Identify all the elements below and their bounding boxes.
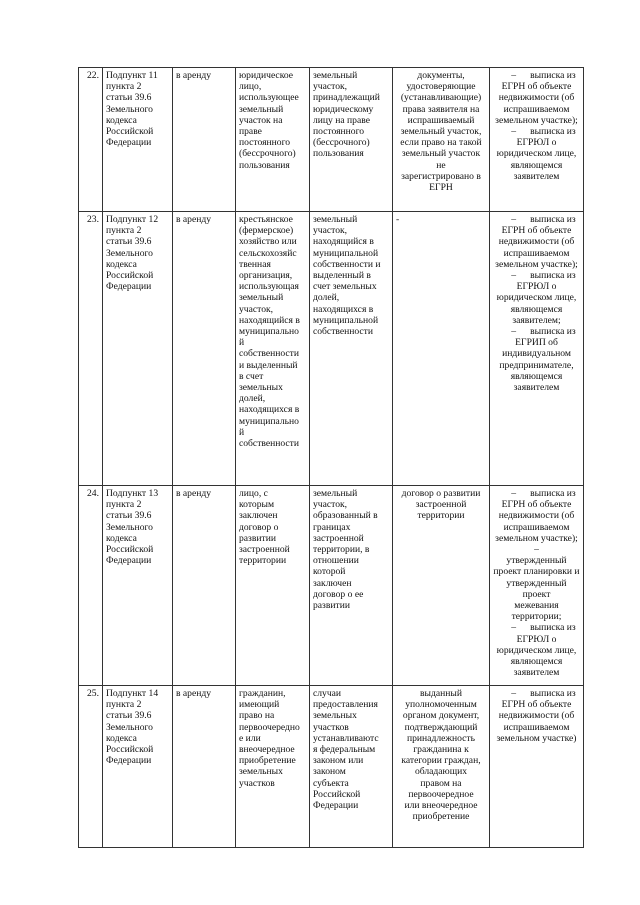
cell-line: предпринимателе, [499,359,574,371]
list-dash: – [511,70,517,81]
cell-line: отношении [313,555,359,567]
cell-line: юридическому [313,103,374,115]
cell-line: территории [417,510,465,522]
cell-line: внеочередное [239,744,295,756]
document-item [493,126,580,182]
cell-line: проект планировки и [493,566,580,578]
cell-line: обладающих [414,766,468,778]
cell-line: организация, [239,270,293,282]
provision-type-cell: в аренду [173,486,236,686]
cell-line: застроенной [415,499,467,511]
cell-line: развитии [239,532,276,544]
applicant-cell [236,486,310,686]
cell-line: собственности и [313,258,381,270]
cell-line [493,688,580,699]
cell-line [493,214,580,225]
cell-line: земельный участок [401,148,481,160]
document-item [493,270,580,326]
cell-line: территории, в [313,544,370,556]
cell-line: выделенный в [313,270,371,282]
cell-line: испрашиваемом [503,103,570,115]
cell-line: индивидуальном [502,348,571,360]
cell-line: правом на [420,777,462,789]
cell-line: земельный [313,70,358,81]
cell-line: испрашиваемый [407,114,475,126]
cell-line: земельных [239,766,283,778]
provision-type-cell: в аренду [173,686,236,848]
row-number: 22. [79,68,103,212]
cell-line: - [396,214,400,225]
document-item [493,622,580,678]
cell-line: земельном участке) [496,732,577,744]
cell-line: Российской [106,126,154,138]
cell-line: которым [239,499,275,511]
document-item [493,326,580,393]
cell-line: лицо, с [239,488,268,499]
cell-line: земельный [313,488,358,499]
cell-line: статьи 39.6 [106,710,152,722]
cell-line: участок, [239,303,274,315]
requested-documents-cell [490,486,584,686]
cell-line: заявителем [513,382,560,394]
cell-line: участков [239,777,275,789]
cell-text: выписка из [530,488,576,499]
cell-line: испрашиваемом [503,521,570,533]
cell-line: земельных [313,710,357,722]
requested-documents-cell [490,212,584,486]
cell-line: в счет [239,370,264,382]
cell-line: Российской [313,788,361,800]
supporting-documents-cell [393,686,490,848]
legal-basis-cell [103,68,173,212]
cell-line: предоставления [313,699,378,711]
cell-line: участок, [313,499,348,511]
cell-line: юридическом лице, [496,148,577,160]
cell-line: ЕГРЮЛ о [516,281,557,293]
document-page [78,67,583,848]
list-dash: – [511,214,517,225]
cell-line: крестьянское [239,214,293,225]
cell-line: статьи 39.6 [106,510,152,522]
cell-line: если право на такой [400,137,482,149]
list-dash: – [534,544,539,556]
supporting-documents-cell [393,486,490,686]
cell-line: заявителем [513,170,560,182]
cell-line: участков [313,721,349,733]
cell-text: утвержденный [506,555,567,567]
cell-line: которой [313,566,346,578]
cell-line: заключен [239,510,278,522]
cell-line: приобретение [239,755,296,767]
cell-line: Федерации [313,800,359,812]
cell-line: (устанавливающие) [400,92,482,104]
cell-line: недвижимости (об [498,92,575,104]
cell-line: межевания [514,600,559,612]
cell-line: находящийся в [239,314,300,326]
cell-line: земельном участке); [495,258,578,270]
cell-line: устанавливаютс [313,732,379,744]
cell-line: субъекта [313,777,349,789]
cell-line: муниципальной [313,247,379,259]
cell-line: (бессрочного) [313,137,370,149]
cell-line: ЕГРН об объекте [501,699,572,711]
cell-line: недвижимости (об [498,236,575,248]
supporting-documents-cell [393,68,490,212]
cell-line: сельскохозяйс [239,247,297,259]
legal-basis-cell [103,486,173,686]
cell-line: заключен [313,577,352,589]
list-dash: – [511,270,517,282]
cell-line: ЕГРН об объекте [501,499,572,511]
document-item [493,688,580,744]
cell-line: пункта 2 [106,499,142,511]
cell-line: заявителем [513,667,560,679]
land-plot-cell [310,68,393,212]
cell-line: Подпункт 12 [106,214,159,225]
cell-line: право на [239,710,275,722]
cell-line: являющемся [510,656,563,668]
cell-line: я федеральным [313,744,376,756]
land-plot-cell [310,212,393,486]
cell-line: находящийся в [313,236,374,248]
cell-line: удостоверяющие [406,81,476,93]
cell-line: земельный участок, [400,126,482,138]
cell-line: (бессрочного) [239,148,296,160]
cell-text: выписка из [530,688,576,699]
cell-line: принадлежность [406,732,475,744]
cell-line: постоянного [313,126,365,138]
cell-line: Земельного [106,521,153,533]
cell-line: статьи 39.6 [106,236,152,248]
cell-line: законом [313,766,346,778]
cell-line: муниципально [239,415,299,427]
cell-line: застроенной [239,544,290,556]
cell-text: выписка из [530,326,576,338]
cell-line: выданный [420,688,462,699]
applicant-cell [236,68,310,212]
requested-documents-cell [490,68,584,212]
cell-line: ЕГРН [429,182,453,194]
cell-line: счет земельных [313,281,377,293]
cell-line: зарегистрировано в [401,170,481,182]
cell-line: документы, [417,70,465,81]
cell-line: (фермерское) [239,225,294,237]
cell-line: твенная [239,258,271,270]
cell-line: муниципальной [313,314,379,326]
cell-line: или внеочередное [404,800,478,812]
cell-line: Подпункт 13 [106,488,159,499]
cell-line: пользования [239,159,290,171]
cell-line: юридическое [239,70,294,81]
row-number: 25. [79,686,103,848]
list-dash: – [511,488,517,499]
cell-line: юридическом лице, [496,292,577,304]
cell-line: территории; [511,611,562,623]
cell-line: постоянного [239,137,291,149]
cell-line: й [239,426,245,438]
cell-text: выписка из [530,214,576,225]
cell-line: участок на [239,114,283,126]
cell-line: пункта 2 [106,225,142,237]
cell-line: пункта 2 [106,81,142,93]
cell-line [493,622,580,633]
cell-line: кодекса [106,732,137,744]
cell-line: долей, [313,292,340,304]
cell-line: участок, [313,81,348,93]
cell-line: муниципально [239,326,299,338]
cell-line: земельном участке); [495,114,578,126]
document-item [493,488,580,544]
cell-line: утвержденный проект [506,577,567,600]
cell-line: подтверждающий [404,721,478,733]
cell-line: долей, [239,393,266,405]
cell-text: выписка из [530,622,576,634]
list-dash: – [511,688,517,699]
cell-line: договор о ее [313,588,364,600]
cell-line: гражданин, [239,688,286,699]
cell-line: ЕГРЮЛ о [516,633,557,645]
cell-line: застроенной [313,532,364,544]
applicant-cell [236,212,310,486]
cell-line: находящихся в [313,303,374,315]
document-item [493,544,580,622]
cell-line: Федерации [106,137,152,149]
cell-line: пункта 2 [106,699,142,711]
cell-line [493,326,580,337]
table-row [79,212,584,486]
cell-line: праве [239,126,262,138]
supporting-documents-cell [393,212,490,486]
cell-line [493,270,580,281]
cell-line: Федерации [106,755,152,767]
list-dash: – [511,622,517,634]
cell-line: собственности [239,438,300,450]
land-plot-cell [310,686,393,848]
cell-line: испрашиваемом [503,247,570,259]
cell-line: ЕГРЮЛ о [516,137,557,149]
cell-line: собственности [239,348,300,360]
cell-line: ЕГРН об объекте [501,225,572,237]
cell-line: Подпункт 14 [106,688,159,699]
document-item [493,214,580,270]
cell-line: заявителем; [512,314,561,326]
cell-line: использующая [239,281,299,293]
cell-line: земельный [239,292,284,304]
cell-text: выписка из [530,70,576,81]
cell-line: Земельного [106,103,153,115]
cell-line: земельный [313,214,358,225]
cell-line: Земельного [106,721,153,733]
cell-line: кодекса [106,532,137,544]
cell-line [493,488,580,499]
cell-line [493,126,580,137]
land-plot-cell [310,486,393,686]
requested-documents-cell [490,686,584,848]
cell-line: являющемся [510,303,563,315]
row-number: 23. [79,212,103,486]
applicant-cell [236,686,310,848]
cell-line: статьи 39.6 [106,92,152,104]
cell-line: случаи [313,688,342,699]
cell-line [493,544,580,566]
cell-line: Подпункт 11 [106,70,158,81]
document-item [493,70,580,126]
provision-type-cell: в аренду [173,212,236,486]
cell-line: развитии [313,600,350,612]
cell-line: приобретение [412,811,470,823]
cell-line: Российской [106,744,154,756]
cell-line: недвижимости (об [498,710,575,722]
cell-line: земельном участке); [495,532,578,544]
cell-line: кодекса [106,114,137,126]
cell-line: пользования [313,148,364,160]
cell-line: гражданина к [413,744,469,756]
cell-line: находящихся в [239,404,300,416]
cell-line: права заявителя на [402,103,480,115]
table-row [79,68,584,212]
row-number: 24. [79,486,103,686]
legal-basis-cell [103,686,173,848]
cell-line: й [239,337,245,349]
cell-line: ЕГРИП об [515,337,558,349]
cell-line: лицо, [239,81,262,93]
cell-line: образованный в [313,510,378,522]
cell-line: Федерации [106,555,152,567]
cell-line: Федерации [106,281,152,293]
cell-line: лицу на праве [313,114,370,126]
cell-line: территории [239,555,287,567]
cell-line: Российской [106,270,154,282]
cell-line: имеющий [239,699,280,711]
cell-line: и выделенный [239,359,298,371]
cell-line: первоочередно [239,721,300,733]
cell-line: использующее [239,92,299,104]
cell-line: собственности [313,326,374,338]
list-dash: – [511,126,517,138]
list-dash: – [511,326,517,338]
table-row [79,686,584,848]
table-row [79,486,584,686]
cell-line: категории граждан, [401,755,481,767]
cell-line: юридическом лице, [496,644,577,656]
legal-basis-cell [103,212,173,486]
cell-line: являющемся [510,370,563,382]
cell-line: договор о [239,521,279,533]
cell-line: Земельного [106,247,153,259]
cell-line: первоочередное [408,788,474,800]
cell-line: е или [239,732,261,744]
cell-line: участок, [313,225,348,237]
cell-line: земельный [239,103,284,115]
cell-line [493,70,580,81]
cell-line: договор о развитии [401,488,481,499]
cell-text: выписка из [530,270,576,282]
cell-line: хозяйство или [239,236,297,248]
cell-line: кодекса [106,258,137,270]
cell-line: границах [313,521,351,533]
cell-line: недвижимости (об [498,510,575,522]
cell-line: земельных [239,382,283,394]
cell-line: испрашиваемом [503,721,570,733]
cell-line: Российской [106,544,154,556]
cell-line: принадлежащий [313,92,380,104]
cell-line: законом или [313,755,364,767]
provision-type-cell: в аренду [173,68,236,212]
cell-line: органом документ, [402,710,480,722]
cell-line: ЕГРН об объекте [501,81,572,93]
cell-line: являющемся [510,159,563,171]
land-provision-table [78,67,584,848]
cell-line: не [436,159,446,171]
cell-line: уполномоченным [405,699,477,711]
cell-text: выписка из [530,126,576,138]
